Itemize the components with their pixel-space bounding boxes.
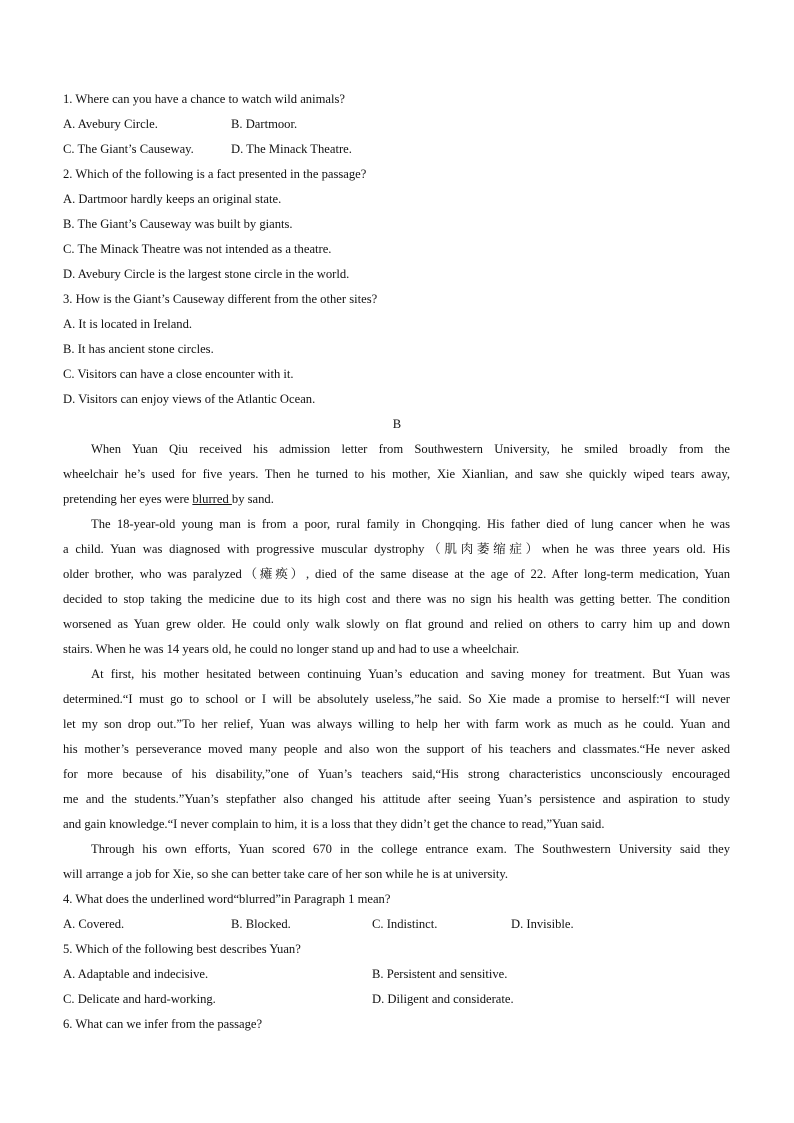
question-2-option-a: A. Dartmoor hardly keeps an original state. <box>63 192 282 206</box>
paragraph-1-line-3 <box>63 491 274 507</box>
paragraph-3-line-1: At first, his mother hesitated between continuing Yuan’s education and saving money for treatment. But Yuan was <box>91 667 730 681</box>
paragraph-3-line-4: his mother’s perseverance moved many people and also won the support of his teachers and classmates.“He never asked <box>63 742 730 756</box>
question-1-option-d: D. The Minack Theatre. <box>231 142 352 156</box>
question-1-stem: 1. Where can you have a chance to watch wild animals? <box>63 92 345 106</box>
question-2-stem: 2. Which of the following is a fact presented in the passage? <box>63 167 367 181</box>
question-4-stem: 4. What does the underlined word“blurred”in Paragraph 1 mean? <box>63 892 391 906</box>
paragraph-3-line-5: for more because of his disability,”one of Yuan’s teachers said,“His strong characteristics unconsciously encouraged <box>63 767 730 781</box>
paragraph-1-text-before: pretending her eyes were <box>63 492 193 506</box>
question-6-stem: 6. What can we infer from the passage? <box>63 1017 263 1031</box>
question-3-option-c: C. Visitors can have a close encounter with it. <box>63 367 294 381</box>
question-4-option-c: C. Indistinct. <box>372 917 438 931</box>
paragraph-2-line-6: stairs. When he was 14 years old, he could no longer stand up and had to use a wheelchair. <box>63 642 520 656</box>
question-3-stem: 3. How is the Giant’s Causeway different from the other sites? <box>63 292 378 306</box>
paragraph-1-text-after: by sand. <box>231 492 274 506</box>
question-5-option-b: B. Persistent and sensitive. <box>372 967 508 981</box>
question-3-option-b: B. It has ancient stone circles. <box>63 342 214 356</box>
question-1-option-a: A. Avebury Circle. <box>63 117 158 131</box>
paragraph-2-line-2: a child. Yuan was diagnosed with progressive muscular dystrophy（肌肉萎缩症）when he was three years old. His <box>63 542 730 556</box>
paragraph-3-line-6: me and the students.”Yuan’s stepfather also changed his attitude after seeing Yuan’s persistence and aspiration to study <box>63 792 730 806</box>
question-4-option-b: B. Blocked. <box>231 917 291 931</box>
question-1-option-b: B. Dartmoor. <box>231 117 298 131</box>
paragraph-2-line-4: decided to stop taking the medicine due to its high cost and there was no sign his health was getting better. The condition <box>63 592 730 606</box>
paragraph-2-line-1: The 18-year-old young man is from a poor, rural family in Chongqing. His father died of lung cancer when he was <box>91 517 730 531</box>
question-5-option-c: C. Delicate and hard-working. <box>63 992 216 1006</box>
paragraph-4-line-2: will arrange a job for Xie, so she can better take care of her son while he is at university. <box>63 867 509 881</box>
question-2-option-d: D. Avebury Circle is the largest stone circle in the world. <box>63 267 350 281</box>
question-5-option-d: D. Diligent and considerate. <box>372 992 514 1006</box>
underlined-word-blurred: blurred <box>192 492 232 506</box>
paragraph-1-line-1: When Yuan Qiu received his admission letter from Southwestern University, he smiled broadly from the <box>91 442 730 456</box>
paragraph-2-line-3: older brother, who was paralyzed（瘫痪）, died of the same disease at the age of 22. After long-term medication, Yuan <box>63 567 730 581</box>
question-3-option-a: A. It is located in Ireland. <box>63 317 193 331</box>
question-1-option-c: C. The Giant’s Causeway. <box>63 142 194 156</box>
paragraph-2-line-5: worsened as Yuan grew older. He could only walk slowly on flat ground and relied on others to carry him up and down <box>63 617 730 631</box>
question-4-option-d: D. Invisible. <box>511 917 574 931</box>
section-heading: B <box>392 417 402 431</box>
question-3-option-d: D. Visitors can enjoy views of the Atlantic Ocean. <box>63 392 316 406</box>
question-4-option-a: A. Covered. <box>63 917 125 931</box>
paragraph-1-line-2: wheelchair he’s used for five years. Then he turned to his mother, Xie Xianlian, and saw she quickly wiped tears away, <box>63 467 730 481</box>
paragraph-3-line-7: and gain knowledge.“I never complain to him, it is a loss that they didn’t get the chance to read,”Yuan said. <box>63 817 605 831</box>
paragraph-3-line-3: let my son drop out.”To her relief, Yuan was always willing to help her with farm work as much as he could. Yuan and <box>63 717 730 731</box>
question-5-stem: 5. Which of the following best describes Yuan? <box>63 942 301 956</box>
paragraph-3-line-2: determined.“I must go to school or I will be absolutely useless,”he said. So Xie made a promise to herself:“I will never <box>63 692 730 706</box>
paragraph-4-line-1: Through his own efforts, Yuan scored 670 in the college entrance exam. The Southwestern University said they <box>91 842 730 856</box>
question-2-option-b: B. The Giant’s Causeway was built by giants. <box>63 217 293 231</box>
question-2-option-c: C. The Minack Theatre was not intended as a theatre. <box>63 242 332 256</box>
question-5-option-a: A. Adaptable and indecisive. <box>63 967 209 981</box>
